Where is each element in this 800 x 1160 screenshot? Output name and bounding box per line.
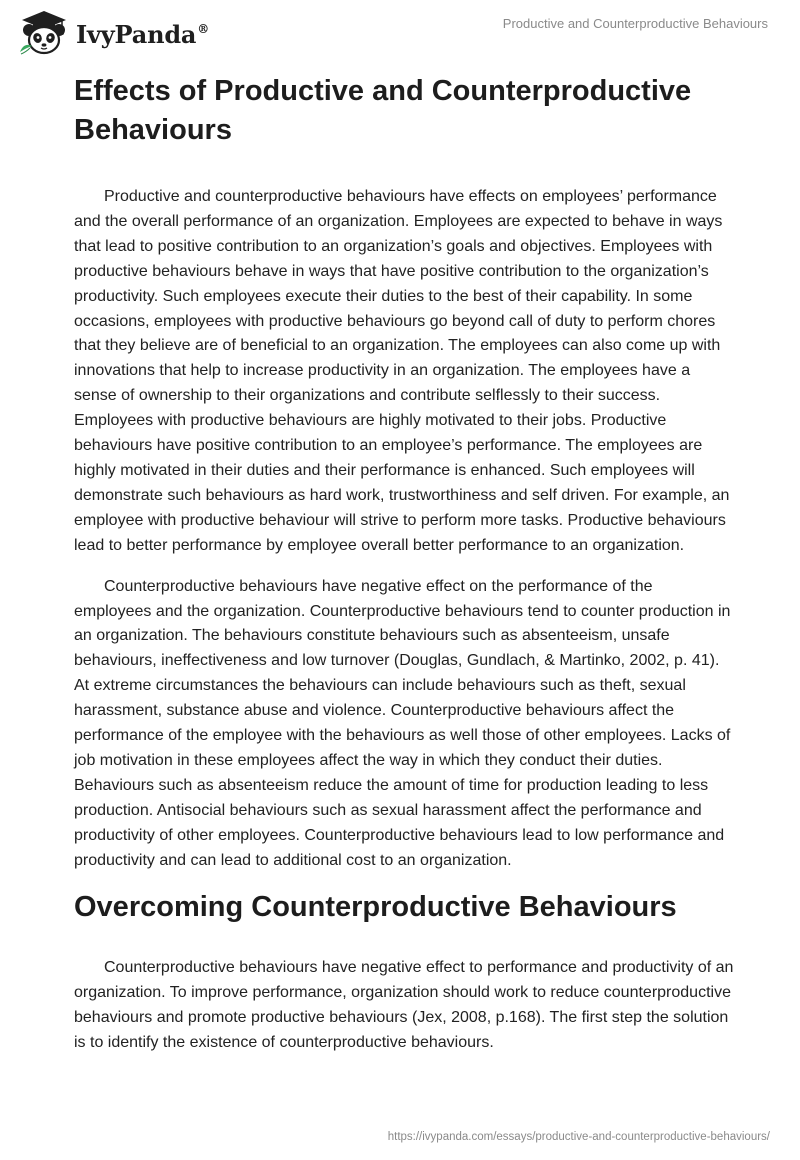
header-document-title: Productive and Counterproductive Behaviours (502, 16, 768, 31)
article-content (74, 72, 734, 1056)
footer-source-url[interactable]: https://ivypanda.com/essays/productive-and-counterproductive-behaviours/ (387, 1131, 770, 1143)
section-heading-effects: Effects of Productive and Counterproductive Behaviours (74, 75, 692, 146)
panda-graduate-icon (16, 8, 72, 58)
registered-mark: ® (197, 21, 210, 36)
paragraph-productive-behaviours: Productive and counterproductive behaviours have effects on employees’ performance and the overall performance of an organization. Employees are expected to behave in ways that lead to positive contribution to an organization’s goals and objectives. Employees with productive behaviours behave in ways that have positive contribution to the organization’s productivity. Such employees execute their duties to the best of their capability. In some occasions, employees with productive behaviours go beyond call of duty to perform chores that they believe are of beneficial to an organization. The employees can also come up with innovations that help to increase productivity in an organization. The employees have a sense of ownership to their organizations and contribute selflessly to their success. Employees with productive behaviours are highly motivated to their jobs. Productive behaviours have positive contribution to an employee’s performance. The employees are highly motivated in their duties and their performance is enhanced. Such employees will demonstrate such behaviours as hard work, trustworthiness and self driven. For example, an employee with productive behaviour will strive to perform more tasks. Productive behaviours lead to better performance by employee overall better performance to an organization. (74, 188, 730, 554)
paragraph-overcoming: Counterproductive behaviours have negative effect to performance and productivity of an organization. To improve performance, organization should work to reduce counterproductive behaviours and promote productive behaviours (Jex, 2008, p.168). The first step the solution is to identify the existence of counterproductive behaviours. (74, 959, 734, 1052)
page-header (0, 0, 800, 70)
logo[interactable] (16, 8, 209, 58)
logo-text: IvyPanda® (76, 19, 210, 49)
paragraph-counterproductive-behaviours: Counterproductive behaviours have negative effect on the performance of the employees and the organization. Counterproductive behaviours tend to counter production in an organization. The behaviours constitute behaviours such as absenteeism, unsafe behaviours, ineffectiveness and low turnover (Douglas, Gundlach, & Martinko, 2002, p. 41). At extreme circumstances the behaviours can include behaviours such as theft, sexual harassment, substance abuse and violence. Counterproductive behaviours affect the performance of the employee with the behaviours as well those of other employees. Lacks of job motivation in these employees affect the way in which they conduct their duties. Behaviours such as absenteeism reduce the amount of time for production leading to less production. Antisocial behaviours such as sexual harassment affect the performance and productivity of other employees. Counterproductive behaviours lead to low performance and productivity and can lead to additional cost to an organization. (74, 577, 731, 869)
section-heading-overcoming: Overcoming Counterproductive Behaviours (74, 891, 677, 924)
